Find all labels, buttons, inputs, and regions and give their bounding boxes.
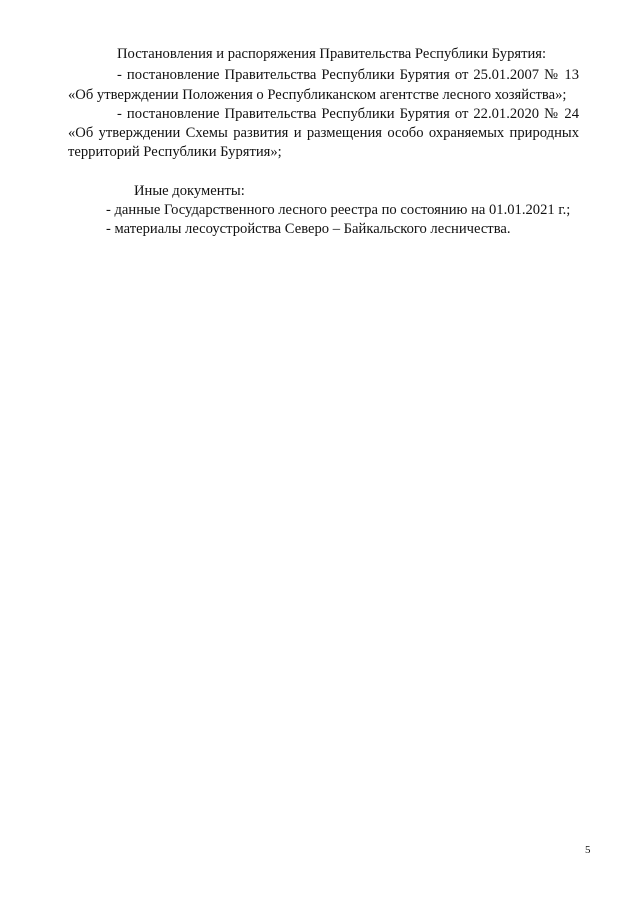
decree-item-1-line-2: «Об утверждении Положения о Республиканском агентстве лесного хозяйства»; — [68, 87, 567, 103]
other-document-item-2: - материалы лесоустройства Северо – Байкальского лесничества. — [106, 221, 511, 237]
decrees-heading: Постановления и распоряжения Правительства Республики Бурятия: — [117, 46, 547, 62]
other-documents-heading: Иные документы: — [134, 183, 245, 199]
decree-item-2-line-2: «Об утверждении Схемы развития и размещения особо охраняемых природных — [68, 125, 579, 141]
other-document-item-1: - данные Государственного лесного реестра по состоянию на 01.01.2021 г.; — [106, 202, 571, 218]
page-number: 5 — [585, 844, 591, 856]
decree-item-2-line-3: территорий Республики Бурятия»; — [68, 144, 282, 160]
decree-item-1-line-1: - постановление Правительства Республики Бурятия от 25.01.2007 № 13 — [117, 67, 579, 83]
decree-item-2-line-1: - постановление Правительства Республики Бурятия от 22.01.2020 № 24 — [117, 106, 579, 122]
